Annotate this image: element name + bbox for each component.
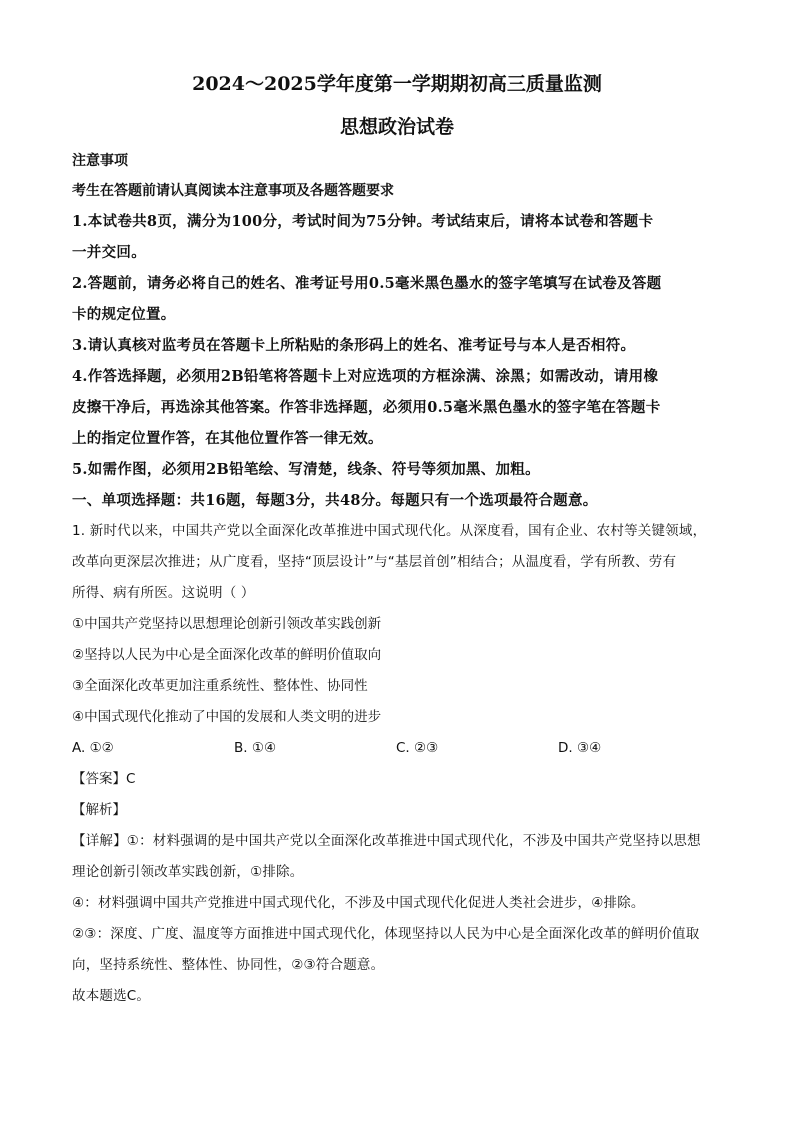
question-stem-line: 1. 新时代以来，中国共产党以全面深化改革推进中国式现代化。从深度看，国有企业、农村等关键领域， bbox=[72, 523, 707, 539]
question-1 bbox=[72, 516, 722, 1012]
notice-item-line: 3.请认真核对监考员在答题卡上所粘贴的条形码上的姓名、准考证号与本人是否相符。 bbox=[72, 337, 636, 354]
detail-line: 理论创新引领改革实践创新，①排除。 bbox=[72, 864, 304, 880]
choice-b: B. ①④ bbox=[234, 740, 277, 756]
choice-a: A. ①② bbox=[72, 740, 114, 756]
notice-list bbox=[72, 206, 722, 485]
notice-item-line: 2.答题前，请务必将自己的姓名、准考证号用0.5毫米黑色墨水的签字笔填写在试卷及答题 bbox=[72, 275, 662, 292]
section-heading: 一、单项选择题：共16题，每题3分，共48分。每题只有一个选项最符合题意。 bbox=[72, 492, 598, 509]
question-stem-line: 改革向更深层次推进；从广度看，坚持“顶层设计”与“基层首创”相结合；从温度看，学有所教、劳有 bbox=[72, 554, 677, 570]
exam-subject-title: 思想政治试卷 bbox=[339, 116, 454, 138]
notice-item-line: 上的指定位置作答，在其他位置作答一律无效。 bbox=[72, 430, 383, 447]
notice-item-line: 1.本试卷共8页，满分为100分，考试时间为75分钟。考试结束后，请将本试卷和答题卡 bbox=[72, 213, 654, 230]
statement-4: ④中国式现代化推动了中国的发展和人类文明的进步 bbox=[72, 709, 382, 725]
choice-c: C. ②③ bbox=[396, 740, 439, 756]
detail-line: 向，坚持系统性、整体性、协同性，②③符合题意。 bbox=[72, 957, 385, 973]
detail-line: 【详解】①：材料强调的是中国共产党以全面深化改革推进中国式现代化，不涉及中国共产党坚持以思想 bbox=[72, 833, 701, 849]
notice-item-line: 皮擦干净后，再选涂其他答案。作答非选择题，必须用0.5毫米黑色墨水的签字笔在答题卡 bbox=[72, 399, 661, 416]
notice-item-line: 卡的规定位置。 bbox=[72, 306, 176, 323]
notice-item-line: 一并交回。 bbox=[72, 244, 146, 261]
analysis-label: 【解析】 bbox=[72, 802, 126, 818]
statement-3: ③全面深化改革更加注重系统性、整体性、协同性 bbox=[72, 678, 368, 694]
answer-line: 【答案】C bbox=[72, 771, 136, 787]
exam-content bbox=[72, 148, 722, 1012]
notice-item-line: 4.作答选择题，必须用2B铅笔将答题卡上对应选项的方框涂满、涂黑；如需改动，请用橡 bbox=[72, 368, 659, 385]
detail-line: ②③：深度、广度、温度等方面推进中国式现代化，体现坚持以人民为中心是全面深化改革的鲜明价值取 bbox=[72, 926, 700, 942]
detail-line: ④：材料强调中国共产党推进中国式现代化，不涉及中国式现代化促进人类社会进步，④排除。 bbox=[72, 895, 645, 911]
question-stem-line: 所得、病有所医。这说明（ ） bbox=[72, 585, 255, 601]
statement-1: ①中国共产党坚持以思想理论创新引领改革实践创新 bbox=[72, 616, 382, 632]
detail-line: 故本题选C。 bbox=[72, 988, 151, 1004]
answer-choices bbox=[72, 733, 722, 764]
exam-title: 2024～2025学年度第一学期期初高三质量监测 bbox=[192, 73, 602, 95]
statement-2: ②坚持以人民为中心是全面深化改革的鲜明价值取向 bbox=[72, 647, 382, 663]
choice-d: D. ③④ bbox=[558, 740, 602, 756]
notice-requirement: 考生在答题前请认真阅读本注意事项及各题答题要求 bbox=[72, 183, 394, 199]
notice-heading: 注意事项 bbox=[72, 153, 128, 169]
notice-item-line: 5.如需作图，必须用2B铅笔绘、写清楚，线条、符号等须加黑、加粗。 bbox=[72, 461, 540, 478]
